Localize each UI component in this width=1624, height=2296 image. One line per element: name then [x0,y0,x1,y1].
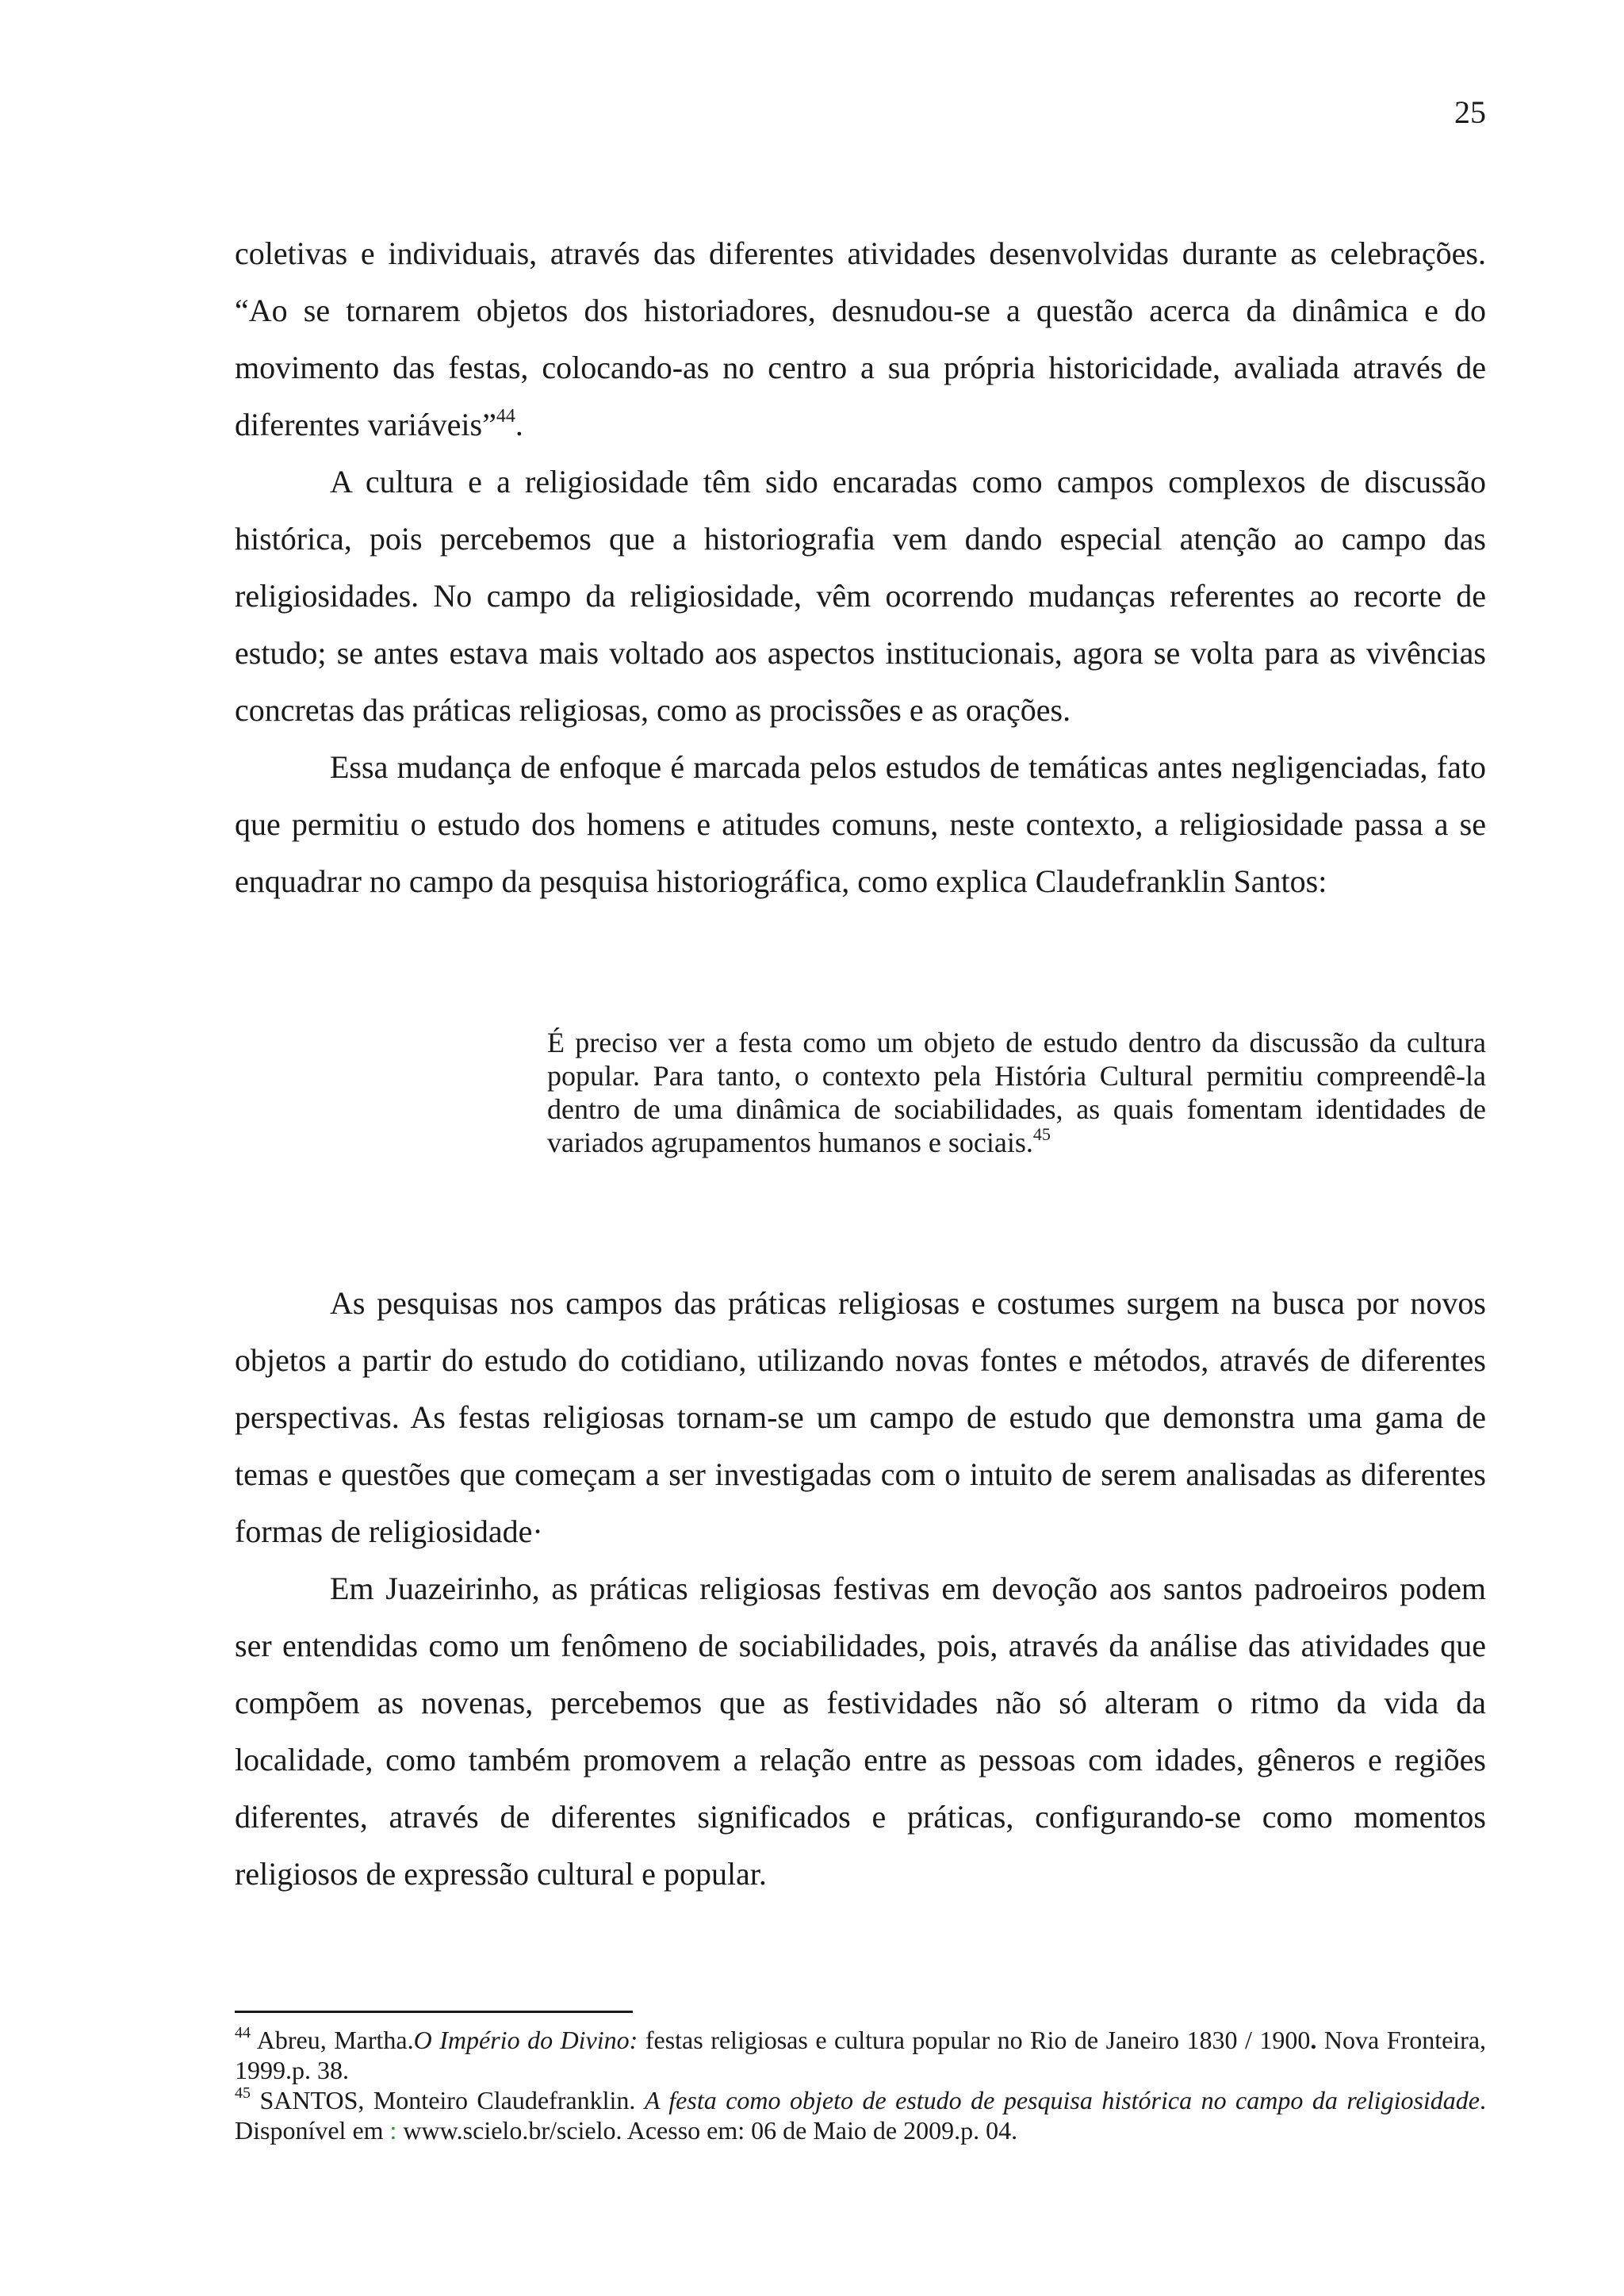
footnote-44-rest: festas religiosas e cultura popular no Rio de Janeiro 1830 / 1900 [638,2026,1311,2054]
footnote-44 [235,2025,1486,2085]
footnote-45 [235,2085,1486,2145]
body-text-lower [235,1275,1486,1903]
footnote-44-author: Abreu, Martha. [256,2026,414,2054]
paragraph-4: As pesquisas nos campos das práticas religiosas e costumes surgem na busca por novos objetos a partir do estudo do cotidiano, utilizando novas fontes e métodos, através de diferentes perspectivas. As festas religiosas tornam-se um campo de estudo que demonstra uma gama de temas e questões que começam a ser investigadas com o intuito de serem analisadas as diferentes formas de religiosidade· [235,1285,1486,1549]
footnote-45-colon: : [389,2116,397,2145]
paragraph-5: Em Juazeirinho, as práticas religiosas festivas em devoção aos santos padroeiros podem ser entendidas como um fenômeno de sociabilidades, pois, através da análise das atividades que compõem as novenas, percebemos que as festividades não só alteram o ritmo da vida da localidade, como também promovem a relação entre as pessoas com idades, gêneros e regiões diferentes, através de diferentes significados e práticas, configurando-se como momentos religiosos de expressão cultural e popular. [235,1571,1486,1892]
footnote-45-rest: . Disponível em [235,2086,1487,2145]
footnote-45-tail: www.scielo.br/scielo. Acesso em: 06 de Maio de 2009.p. 04. [396,2116,1018,2145]
page-number: 25 [1454,94,1486,130]
body-text-upper [235,225,1486,910]
footnote-44-dot: . [1310,2026,1317,2054]
footnote-number-45: 45 [235,2084,251,2102]
footnote-44-tail: Nova Fronteira, 1999.p. 38. [235,2026,1487,2084]
footnote-number-44: 44 [235,2024,251,2042]
footnotes [235,2025,1486,2145]
footnote-ref-44: 44 [496,406,515,427]
paragraph-1-end: . [515,407,523,442]
footnote-separator [235,2011,633,2013]
block-quote [547,1026,1486,1159]
paragraph-1 [235,225,1486,453]
footnote-ref-45: 45 [1032,1124,1051,1144]
block-quote-text: É preciso ver a festa como um objeto de estudo dentro da discussão da cultura popular. Para tanto, o contexto pela História Cultural permitiu compreendê-la dentro de uma dinâmica de sociabilidades, as quais fomentam identidades de variados agrupamentos humanos e sociais. [547,1027,1486,1158]
paragraph-3: Essa mudança de enfoque é marcada pelos estudos de temáticas antes negligenciadas, fato que permitiu o estudo dos homens e atitudes comuns, neste contexto, a religiosidade passa a se enquadrar no campo da pesquisa historiográfica, como explica Claudefranklin Santos: [235,749,1486,899]
paragraph-1-text: coletivas e individuais, através das diferentes atividades desenvolvidas durante as celebrações. “Ao se tornarem objetos dos historiadores, desnudou-se a questão acerca da dinâmica e do movimento das festas, colocando-as no centro a sua própria historicidade, avaliada através de diferentes variáveis” [235,235,1486,442]
footnote-44-title: O Império do Divino: [413,2026,638,2054]
footnote-45-author: SANTOS, Monteiro Claudefranklin. [259,2086,645,2114]
paragraph-2: A cultura e a religiosidade têm sido encaradas como campos complexos de discussão histórica, pois percebemos que a historiografia vem dando especial atenção ao campo das religiosidades. No campo da religiosidade, vêm ocorrendo mudanças referentes ao recorte de estudo; se antes estava mais voltado aos aspectos institucionais, agora se volta para as vivências concretas das práticas religiosas, como as procissões e as orações. [235,464,1486,728]
footnote-45-title: A festa como objeto de estudo de pesquisa histórica no campo da religiosidade [644,2086,1480,2114]
